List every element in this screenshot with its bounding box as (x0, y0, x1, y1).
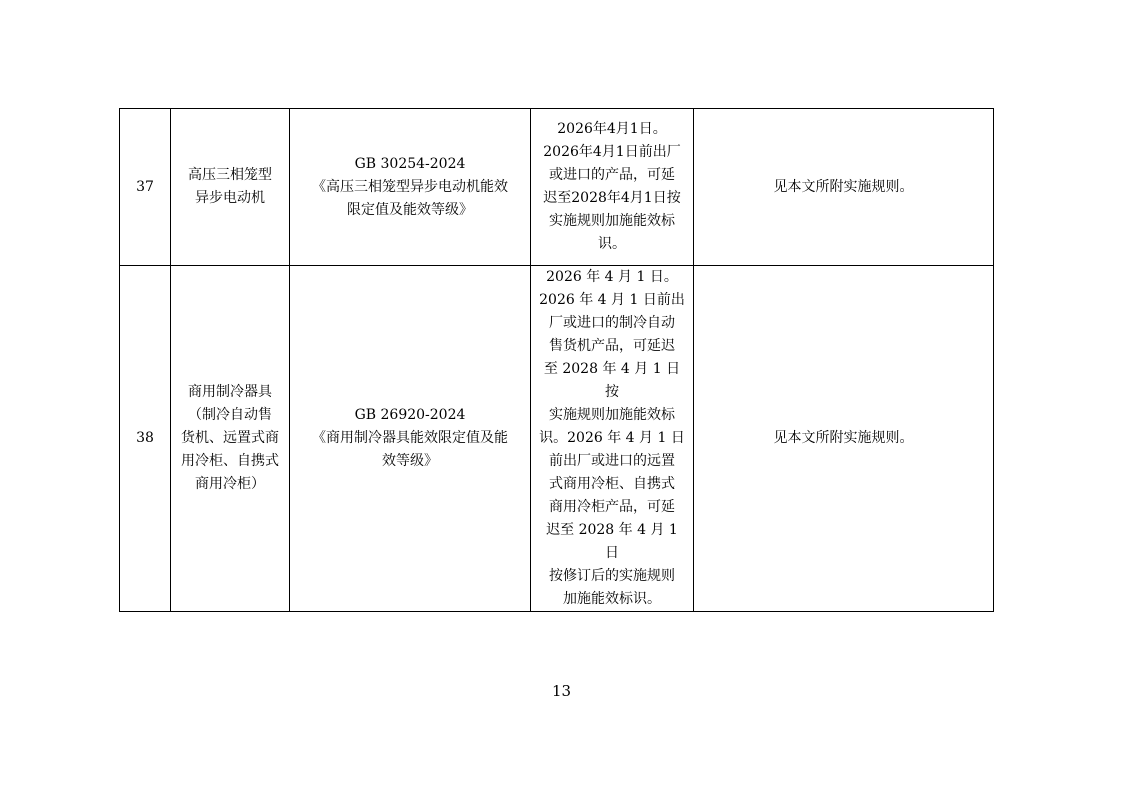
standard-cell (290, 266, 531, 612)
implementation-line: 2026 年 4 月 1 日前出 (539, 292, 685, 308)
remarks-cell: 见本文所附实施规则。 (694, 266, 994, 612)
page-number: 13 (551, 682, 572, 700)
implementation-line: 2026年4月1日。 (557, 121, 667, 137)
standard-code: GB 30254-2024 (354, 155, 466, 172)
standard-name-line: 《商用制冷器具能效限定值及能 (312, 430, 508, 446)
implementation-line: 或进口的产品，可延 (549, 167, 675, 183)
table-row (120, 109, 994, 266)
product-line: 商用冷柜） (195, 476, 265, 492)
implementation-line: 2026年4月1日前出厂 (543, 144, 681, 160)
energy-label-table (119, 108, 994, 612)
implementation-line: 商用冷柜产品，可延 (549, 499, 675, 515)
implementation-line: 前出厂或进口的远置 (549, 453, 675, 469)
standard-name-line: 限定值及能效等级》 (347, 201, 473, 218)
implementation-line: 式商用冷柜、自携式 (549, 476, 675, 492)
row-number-cell: 38 (120, 266, 171, 612)
implementation-line: 实施规则加施能效标 (549, 407, 675, 423)
standard-code: GB 26920-2024 (354, 407, 466, 423)
product-line: 用冷柜、自携式 (181, 453, 279, 469)
implementation-cell (531, 266, 694, 612)
product-cell (171, 109, 290, 266)
row-number-cell: 37 (120, 109, 171, 266)
implementation-line: 至 2028 年 4 月 1 日按 (543, 361, 681, 400)
implementation-line: 迟至 2028 年 4 月 1 日 (546, 522, 678, 561)
standard-name-line: 《高压三相笼型异步电动机能效 (312, 178, 508, 195)
implementation-line: 按修订后的实施规则 (549, 568, 675, 584)
product-line: （制冷自动售 (188, 407, 272, 423)
standard-cell (290, 109, 531, 266)
implementation-cell (531, 109, 694, 266)
implementation-line: 加施能效标识。 (563, 591, 661, 607)
implementation-line: 售货机产品，可延迟 (549, 338, 675, 354)
product-line: 异步电动机 (195, 190, 265, 206)
implementation-line: 实施规则加施能效标 (549, 213, 675, 229)
implementation-line: 识。2026 年 4 月 1 日 (539, 430, 685, 446)
product-cell (171, 266, 290, 612)
implementation-line: 2026 年 4 月 1 日。 (546, 269, 678, 285)
implementation-line: 厂或进口的制冷自动 (549, 315, 675, 331)
implementation-line: 迟至2028年4月1日按 (543, 190, 681, 206)
product-line: 高压三相笼型 (188, 167, 272, 183)
product-line: 商用制冷器具 (188, 384, 272, 400)
implementation-line: 识。 (598, 236, 626, 252)
table-row (120, 266, 994, 612)
remarks-cell: 见本文所附实施规则。 (694, 109, 994, 266)
standard-name-line: 效等级》 (382, 453, 438, 469)
product-line: 货机、远置式商 (181, 430, 279, 446)
